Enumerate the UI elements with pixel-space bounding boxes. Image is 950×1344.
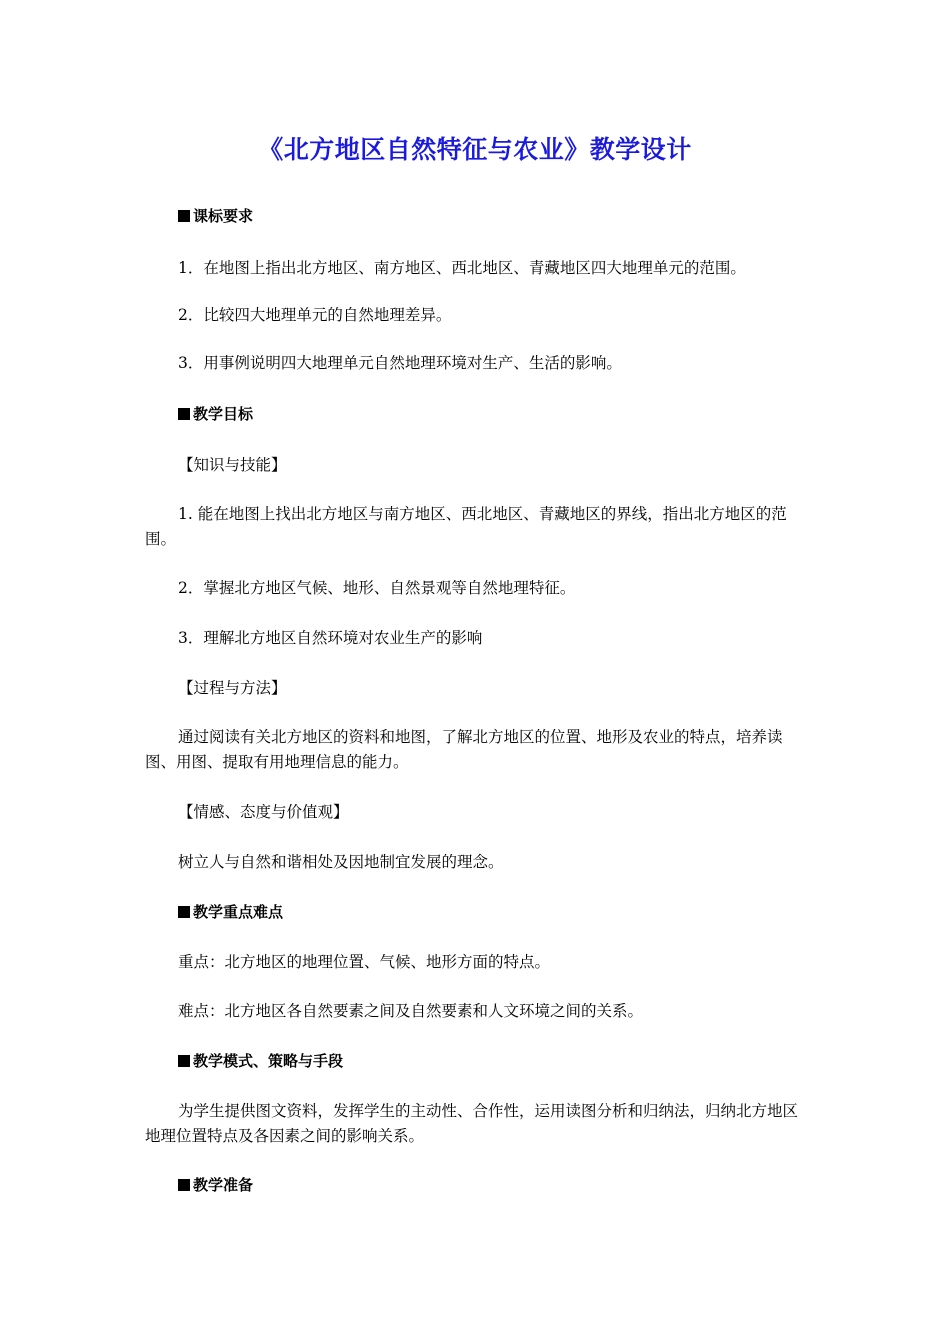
subheading-attitude: 【情感、态度与价值观】 <box>178 803 349 821</box>
objective-item: 2．掌握北方地区气候、地形、自然景观等自然地理特征。 <box>178 579 576 597</box>
subheading-process: 【过程与方法】 <box>178 679 287 697</box>
focus-point: 重点：北方地区的地理位置、气候、地形方面的特点。 <box>178 953 551 971</box>
subheading-knowledge: 【知识与技能】 <box>178 456 287 474</box>
attitude-paragraph: 树立人与自然和谐相处及因地制宜发展的理念。 <box>178 853 504 871</box>
section-heading: 课标要求 <box>145 204 843 229</box>
difficulty-point: 难点：北方地区各自然要素之间及自然要素和人文环境之间的关系。 <box>178 1002 644 1020</box>
curriculum-item: 1．在地图上指出北方地区、南方地区、西北地区、青藏地区四大地理单元的范围。 <box>178 259 746 277</box>
objective-item: 1. 能在地图上找出北方地区与南方地区、西北地区、青藏地区的界线，指出北方地区的范围。 <box>145 505 787 548</box>
objective-item: 3．理解北方地区自然环境对农业生产的影响 <box>178 629 483 647</box>
section-heading: 教学目标 <box>145 402 843 427</box>
process-paragraph: 通过阅读有关北方地区的资料和地图，了解北方地区的位置、地形及农业的特点，培养读图、用图、提取有用地理信息的能力。 <box>145 728 783 771</box>
section-heading: 教学重点难点 <box>145 900 843 925</box>
curriculum-item: 3．用事例说明四大地理单元自然地理环境对生产、生活的影响。 <box>178 354 622 372</box>
square-bullet-icon <box>178 1179 190 1191</box>
square-bullet-icon <box>178 906 190 918</box>
document-title: 《北方地区自然特征与农业》教学设计 <box>258 135 692 164</box>
curriculum-item: 2．比较四大地理单元的自然地理差异。 <box>178 306 452 324</box>
section-heading: 教学模式、策略与手段 <box>145 1049 843 1074</box>
square-bullet-icon <box>178 1055 190 1067</box>
section-heading: 教学准备 <box>145 1173 843 1198</box>
methods-paragraph: 为学生提供图文资料，发挥学生的主动性、合作性，运用读图分析和归纳法，归纳北方地区地理位置特点及各因素之间的影响关系。 <box>145 1102 799 1145</box>
square-bullet-icon <box>178 408 190 420</box>
square-bullet-icon <box>178 210 190 222</box>
